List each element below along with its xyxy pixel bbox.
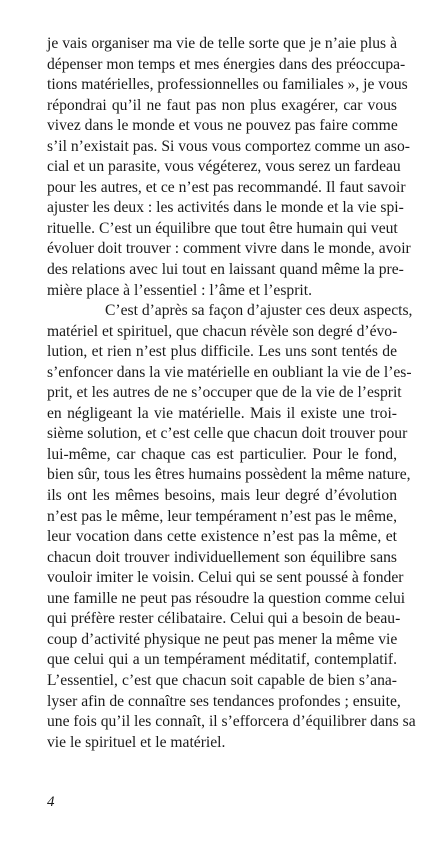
text-line: sième solution, et c’est celle que chacun doit trouver pour	[47, 425, 408, 443]
text-line: en négligeant la vie matérielle. Mais il existe une troi-	[47, 404, 397, 422]
text-line: rituelle. C’est un équilibre que tout être humain qui veut	[47, 219, 398, 237]
text-line: répondrai qu’il ne faut pas non plus exagérer, car vous	[47, 96, 397, 114]
text-line: des relations avec lui tout en laissant quand même la pre-	[47, 261, 404, 279]
text-line: bien sûr, tous les êtres humains possèdent la même nature,	[47, 466, 411, 484]
body-text	[47, 34, 416, 753]
text-line: L’essentiel, c’est que chacun soit capable de bien s’ana-	[47, 671, 397, 689]
text-line: évoluer doit trouver : comment vivre dans le monde, avoir	[47, 240, 411, 258]
text-line: vie le spirituel et le matériel.	[47, 733, 226, 751]
text-line: s’il n’existait pas. Si vous vous comportez comme un aso-	[47, 137, 410, 155]
text-line: lution, et rien n’est plus difficile. Les uns sont tentés de	[47, 343, 397, 361]
text-line: pour les autres, et ce n’est pas recommandé. Il faut savoir	[47, 178, 406, 196]
paragraph-2	[47, 301, 416, 753]
page-number: 4	[47, 794, 55, 810]
text-line: coup d’activité physique ne peut pas mener la même vie	[47, 630, 398, 648]
text-line: mière place à l’essentiel : l’âme et l’esprit.	[47, 281, 312, 299]
text-line: tions matérielles, professionnelles ou familiales », je vous	[47, 76, 408, 94]
text-line: n’est pas le même, leur tempérament n’est pas le même,	[47, 507, 397, 525]
text-line: je vais organiser ma vie de telle sorte que je n’aie plus à	[47, 35, 397, 52]
text-line: C’est d’après sa façon d’ajuster ces deux aspects,	[105, 302, 413, 320]
text-line: que celui qui a un tempérament méditatif, contemplatif.	[47, 651, 397, 669]
text-line: qui préfère rester célibataire. Celui qui a besoin de beau-	[47, 610, 401, 628]
text-line: dépenser mon temps et mes énergies dans des préoccupa-	[47, 55, 406, 73]
text-line: matériel et spirituel, que chacun révèle son degré d’évo-	[47, 322, 398, 340]
text-line: prit, et les autres de ne s’occuper que de la vie de l’esprit	[47, 384, 402, 402]
text-line: lyser afin de connaître ses tendances profondes ; ensuite,	[47, 692, 401, 710]
text-line: une fois qu’il les connaît, il s’efforcera d’équilibrer dans sa	[47, 713, 416, 731]
text-line: s’enfoncer dans la vie matérielle en oubliant la vie de l’es-	[47, 363, 412, 381]
text-line: lui-même, car chaque cas est particulier. Pour le fond,	[47, 445, 397, 463]
text-line: vouloir imiter le voisin. Celui qui se sent poussé à fonder	[47, 569, 404, 587]
text-line: leur vocation dans cette existence n’est pas la même, et	[47, 528, 397, 546]
text-line: une famille ne peut pas résoudre la question comme celui	[47, 589, 406, 607]
text-line: ajuster les deux : les activités dans le monde et la vie spi-	[47, 199, 404, 217]
text-line: ils ont les mêmes besoins, mais leur degré d’évolution	[47, 487, 397, 505]
text-line: vivez dans le monde et vous ne pouvez pas faire comme	[47, 117, 398, 135]
text-line: cial et un parasite, vous végéterez, vous serez un fardeau	[47, 158, 401, 176]
text-line: chacun doit trouver individuellement son équilibre sans	[47, 548, 397, 566]
paragraph-1	[47, 34, 411, 301]
